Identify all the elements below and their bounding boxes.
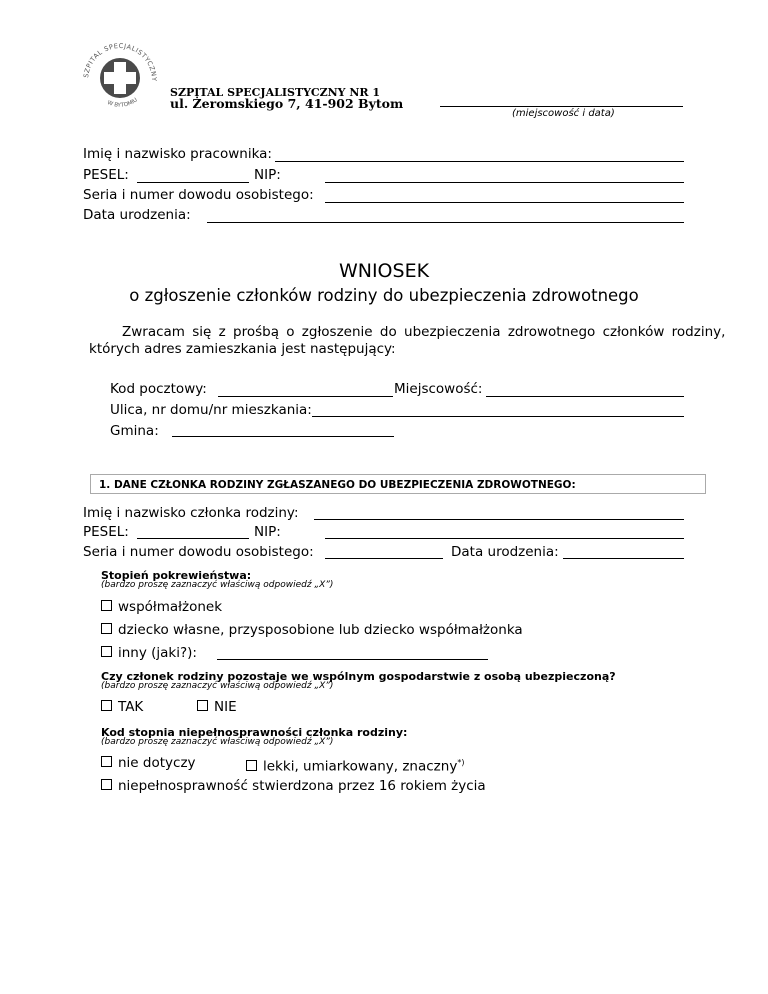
kinship-option-child[interactable]: dziecko własne, przysposobione lub dziecko współmałżonka: [101, 622, 523, 638]
intro-line-1: Zwracam się z prośbą o zgłoszenie do ubezpieczenia zdrowotnego członków rodziny,: [122, 324, 726, 340]
employee-name-label: Imię i nazwisko pracownika:: [83, 146, 272, 162]
section-1-title: 1. DANE CZŁONKA RODZINY ZGŁASZANEGO DO UBEZPIECZENIA ZDROWOTNEGO:: [99, 479, 576, 491]
member-pesel-field[interactable]: [137, 538, 249, 539]
household-hint: (bardzo proszę zaznaczyć właściwą odpowiedź „X”): [101, 681, 334, 691]
disability-footnote-mark: *): [457, 758, 465, 767]
street-field[interactable]: [312, 416, 684, 417]
member-name-label: Imię i nazwisko członka rodziny:: [83, 505, 299, 521]
street-label: Ulica, nr domu/nr mieszkania:: [110, 402, 312, 418]
intro-line-2: których adres zamieszkania jest następujący:: [89, 341, 396, 357]
logo-bottom-text: W BYTOMIU: [106, 97, 139, 109]
document-title: WNIOSEK: [338, 260, 430, 282]
employee-pesel-field[interactable]: [137, 182, 249, 183]
member-nip-label: NIP:: [254, 524, 281, 540]
kinship-other-field[interactable]: [217, 659, 488, 660]
member-id-field[interactable]: [325, 558, 443, 559]
checkbox-icon[interactable]: [101, 756, 112, 767]
logo-arc-text: SZPITAL SPECJALISTYCZNY: [82, 41, 159, 82]
kinship-option-other[interactable]: inny (jaki?):: [101, 645, 197, 661]
employee-nip-field[interactable]: [325, 182, 684, 183]
kinship-title: Stopień pokrewieństwa:: [101, 569, 252, 582]
disability-hint: (bardzo proszę zaznaczyć właściwą odpowiedź „X”): [101, 737, 334, 747]
household-yes[interactable]: TAK: [101, 699, 143, 715]
employee-pesel-label: PESEL:: [83, 167, 129, 183]
member-birth-label: Data urodzenia:: [451, 544, 559, 560]
member-id-label: Seria i numer dowodu osobistego:: [83, 544, 314, 560]
section-1-header: [90, 474, 706, 494]
commune-label: Gmina:: [110, 423, 159, 439]
city-field[interactable]: [486, 396, 684, 397]
checkbox-icon[interactable]: [246, 760, 257, 771]
hospital-name: SZPITAL SPECJALISTYCZNY NR 1: [170, 86, 381, 99]
employee-id-field[interactable]: [325, 202, 684, 203]
kinship-hint: (bardzo proszę zaznaczyć właściwą odpowiedź „X”): [101, 580, 334, 590]
kinship-option-spouse[interactable]: współmałżonek: [101, 599, 222, 615]
checkbox-icon[interactable]: [101, 600, 112, 611]
employee-birth-field[interactable]: [207, 222, 684, 223]
employee-name-field[interactable]: [275, 161, 684, 162]
place-date-line[interactable]: [440, 106, 683, 107]
commune-field[interactable]: [172, 436, 394, 437]
checkbox-icon[interactable]: [101, 700, 112, 711]
member-pesel-label: PESEL:: [83, 524, 129, 540]
svg-text:W BYTOMIU: [106, 97, 138, 109]
member-nip-field[interactable]: [325, 538, 684, 539]
member-birth-field[interactable]: [563, 558, 684, 559]
disability-none-option[interactable]: nie dotyczy: [101, 755, 196, 771]
employee-id-label: Seria i numer dowodu osobistego:: [83, 187, 314, 203]
postal-code-field[interactable]: [218, 396, 393, 397]
checkbox-icon[interactable]: [101, 646, 112, 657]
disability-before16-option[interactable]: niepełnosprawność stwierdzona przez 16 rokiem życia: [101, 778, 486, 794]
place-date-hint: (miejscowość i data): [512, 108, 615, 119]
city-label: Miejscowość:: [394, 381, 483, 397]
disability-title: Kod stopnia niepełnosprawności członka rodziny:: [101, 726, 408, 739]
household-no[interactable]: NIE: [197, 699, 237, 715]
checkbox-icon[interactable]: [197, 700, 208, 711]
employee-birth-label: Data urodzenia:: [83, 207, 191, 223]
postal-code-label: Kod pocztowy:: [110, 381, 207, 397]
document-subtitle: o zgłoszenie członków rodziny do ubezpieczenia zdrowotnego: [129, 286, 639, 305]
household-question: Czy członek rodziny pozostaje we wspólnym gospodarstwie z osobą ubezpieczoną?: [101, 670, 616, 683]
checkbox-icon[interactable]: [101, 779, 112, 790]
hospital-address: ul. Żeromskiego 7, 41-902 Bytom: [170, 96, 404, 111]
hospital-logo: [78, 36, 162, 120]
disability-levels-option[interactable]: lekki, umiarkowany, znaczny*): [246, 755, 464, 775]
employee-nip-label: NIP:: [254, 167, 281, 183]
member-name-field[interactable]: [314, 519, 684, 520]
checkbox-icon[interactable]: [101, 623, 112, 634]
